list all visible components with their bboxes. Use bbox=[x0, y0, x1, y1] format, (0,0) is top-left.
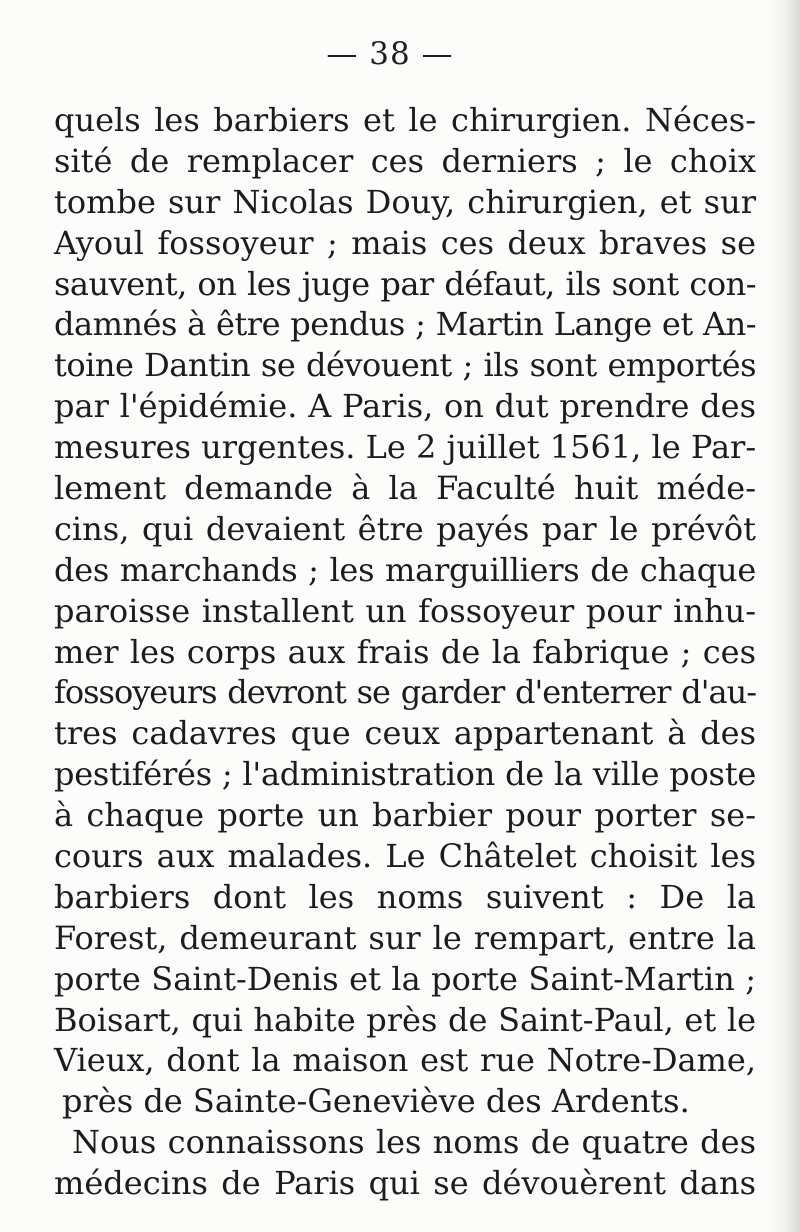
text-line: à chaque porte un barbier pour porter se- bbox=[54, 796, 756, 835]
body-text bbox=[54, 100, 756, 1204]
page-edge-shadow bbox=[770, 0, 800, 1232]
text-line: tombe sur Nicolas Douy, chirurgien, et sur bbox=[54, 182, 756, 221]
text-line: sité de remplacer ces derniers ; le choix bbox=[54, 141, 756, 180]
text-line: toine Dantin se dévouent ; ils sont emportés bbox=[54, 346, 756, 385]
text-line: damnés à être pendus ; Martin Lange et An- bbox=[54, 305, 756, 344]
page-number: — 38 — bbox=[326, 36, 454, 72]
text-line: pestiférés ; l'administration de la ville poste bbox=[54, 755, 756, 794]
text-line: Forest, demeurant sur le rempart, entre la bbox=[54, 918, 756, 957]
text-line: fossoyeurs devront se garder d'enterrer d'au- bbox=[54, 673, 756, 712]
text-line: mer les corps aux frais de la fabrique ; ces bbox=[54, 632, 756, 671]
paragraph-2 bbox=[54, 1122, 756, 1204]
text-line: près de Sainte-Geneviève des Ardents. bbox=[62, 1082, 690, 1121]
text-line: paroisse installent un fossoyeur pour inhu- bbox=[54, 591, 756, 630]
text-line: Vieux, dont la maison est rue Notre-Dame, bbox=[54, 1041, 756, 1080]
text-line: sauvent, on les juge par défaut, ils sont con- bbox=[54, 264, 756, 303]
text-line: barbiers dont les noms suivent : De la bbox=[54, 877, 756, 916]
text-line: lement demande à la Faculté huit méde- bbox=[54, 469, 756, 508]
text-line: Ayoul fossoyeur ; mais ces deux braves se bbox=[54, 223, 756, 262]
text-line: par l'épidémie. A Paris, on dut prendre des bbox=[54, 387, 756, 426]
text-line: Boisart, qui habite près de Saint-Paul, et le bbox=[54, 1000, 756, 1039]
text-line: quels les barbiers et le chirurgien. Néces- bbox=[54, 101, 756, 139]
paragraph-1 bbox=[54, 100, 756, 1122]
text-line: tres cadavres que ceux appartenant à des bbox=[54, 714, 756, 753]
text-line: cins, qui devaient être payés par le prévôt bbox=[54, 509, 756, 548]
text-line: porte Saint-Denis et la porte Saint-Martin ; bbox=[54, 959, 756, 998]
text-line: médecins de Paris qui se dévouèrent dans bbox=[54, 1164, 756, 1203]
text-line: Nous connaissons les noms de quatre des bbox=[72, 1123, 756, 1162]
text-line: des marchands ; les marguilliers de chaque bbox=[54, 550, 756, 589]
text-line: mesures urgentes. Le 2 juillet 1561, le Par- bbox=[54, 428, 757, 467]
text-line: cours aux malades. Le Châtelet choisit les bbox=[54, 837, 756, 876]
